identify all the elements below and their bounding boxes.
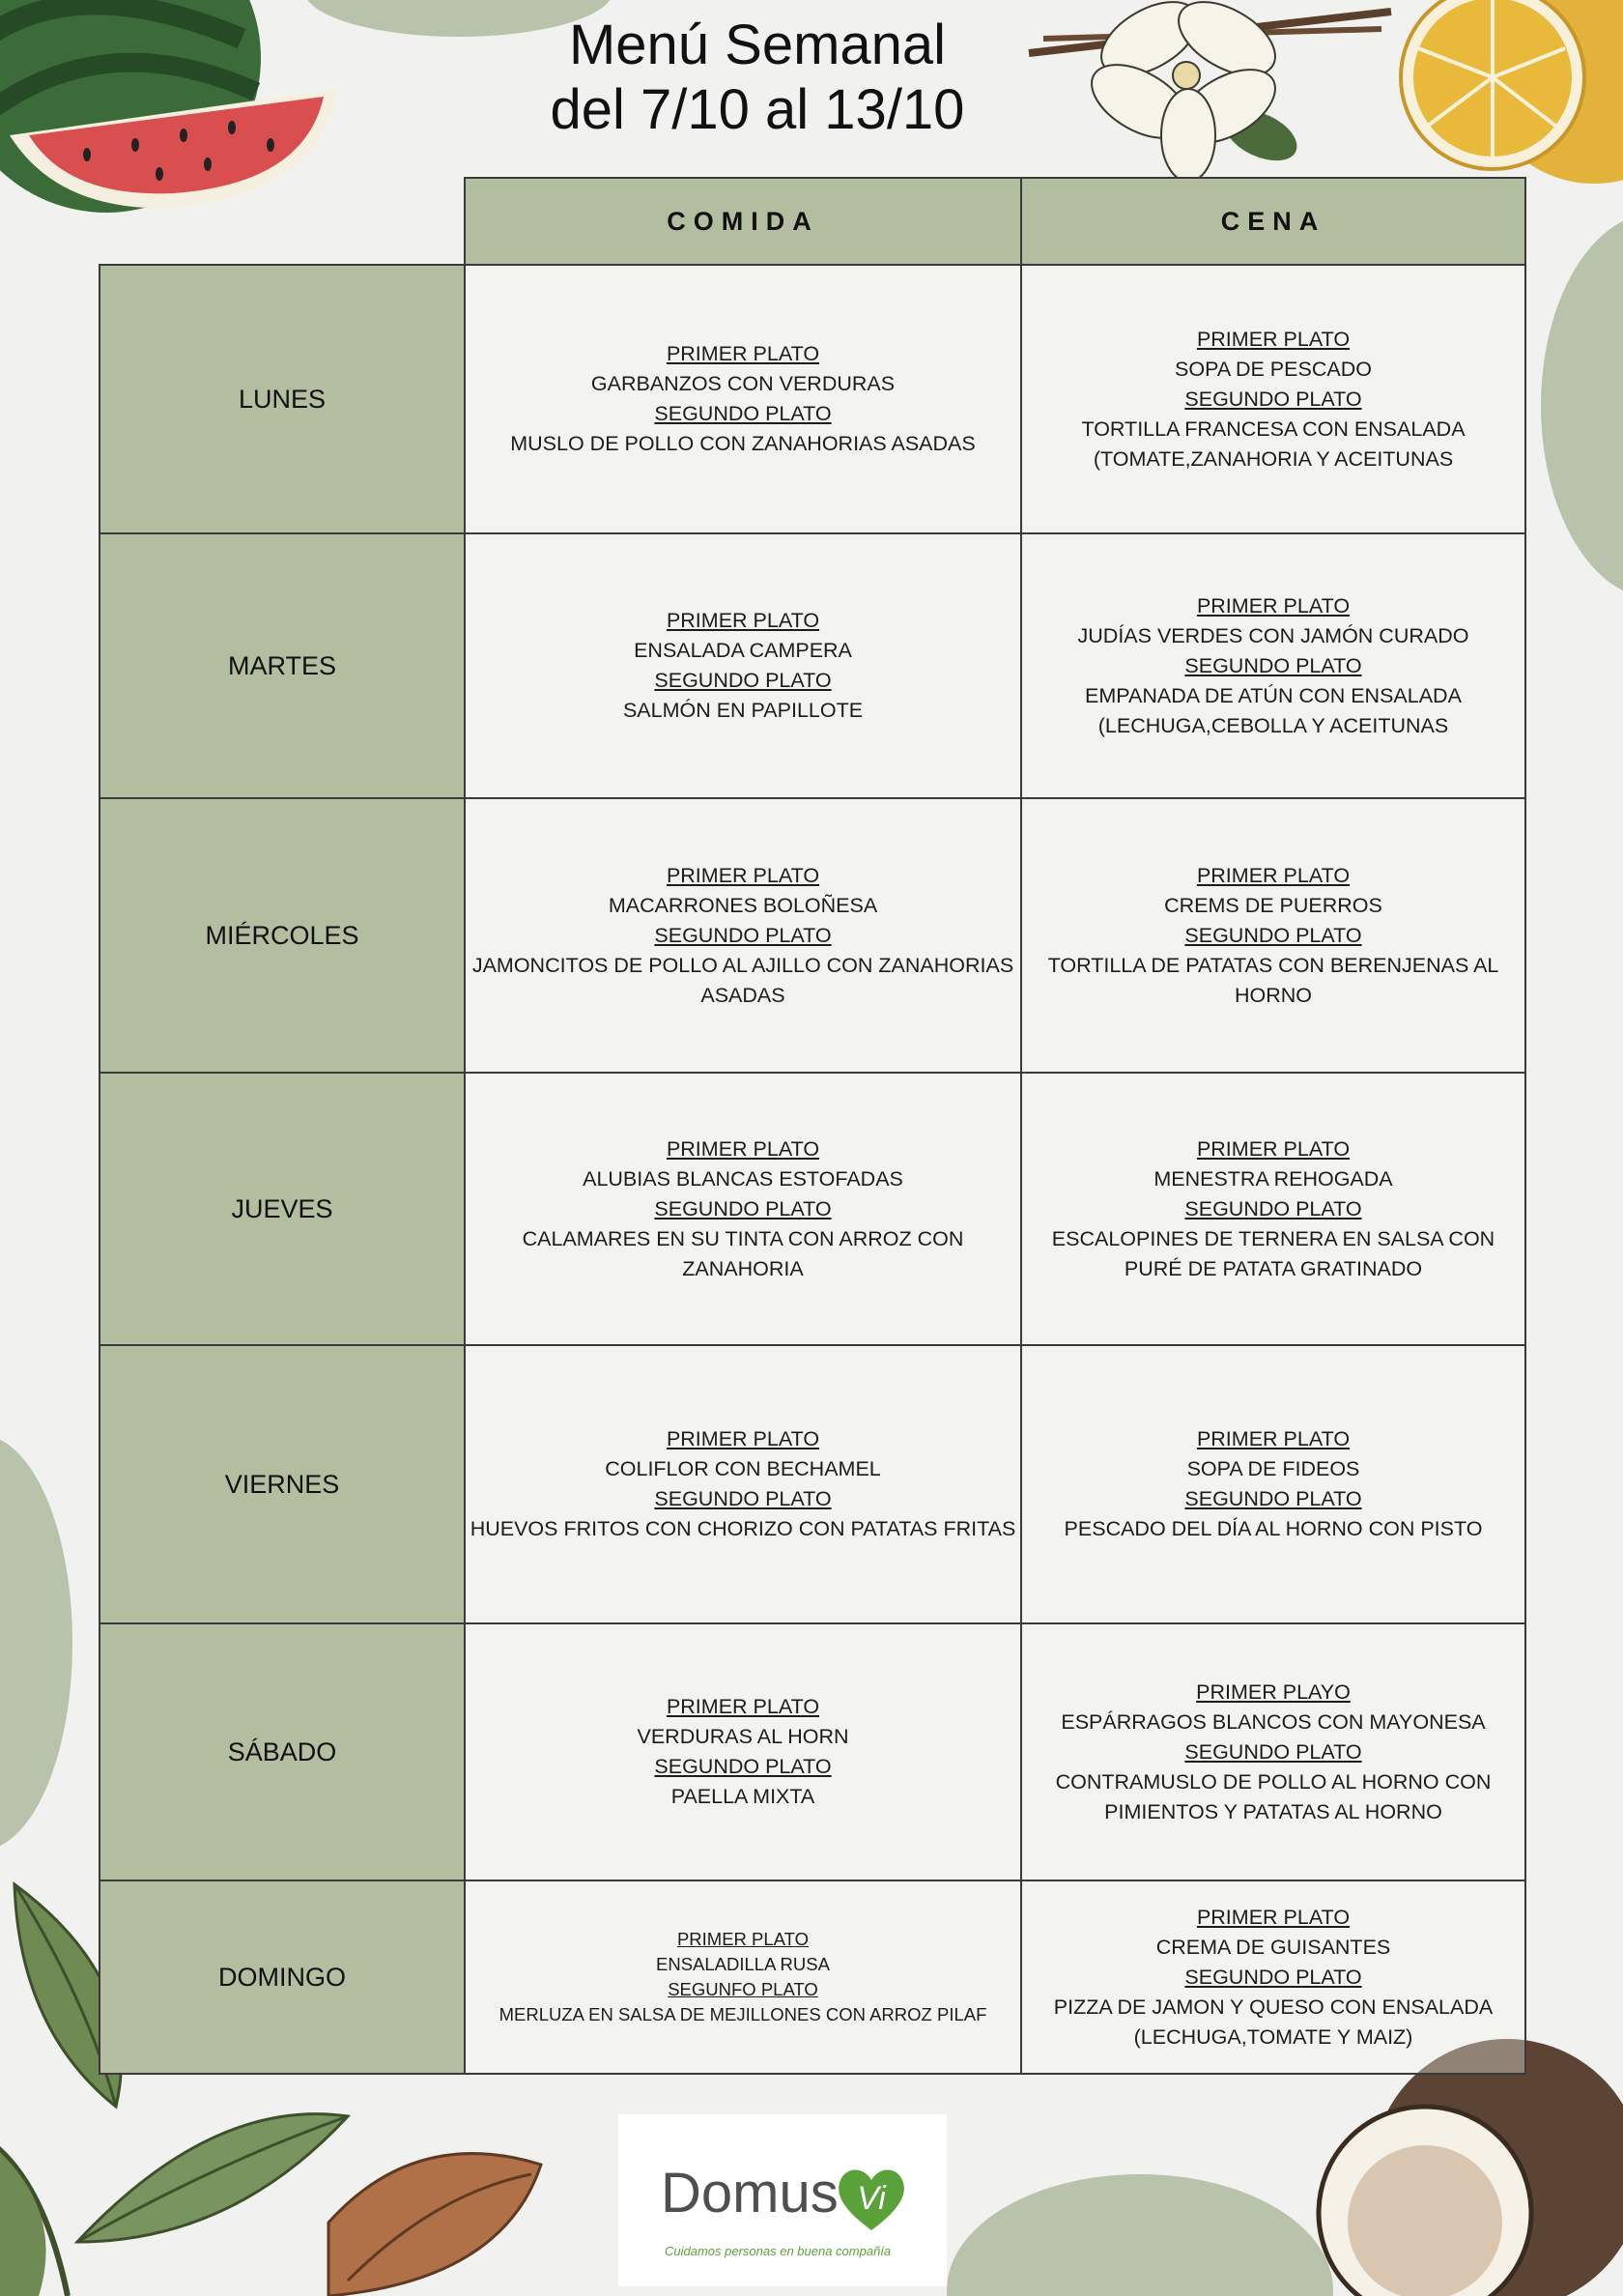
column-header-cena: CENA — [1021, 178, 1525, 265]
second-course-dish: EMPANADA DE ATÚN CON ENSALADA (LECHUGA,CEBOLLA Y ACEITUNAS — [1085, 683, 1462, 737]
domusvi-logo — [618, 2114, 947, 2286]
table-header-row — [100, 178, 1525, 265]
dinner-cell — [1021, 798, 1525, 1073]
first-course-label: PRIMER PLATO — [666, 342, 820, 365]
table-row — [100, 1623, 1525, 1880]
second-course-dish: CALAMARES EN SU TINTA CON ARROZ CON ZANAHORIA — [522, 1226, 964, 1280]
first-course-label: PRIMER PLATO — [666, 863, 820, 887]
dinner-cell — [1021, 1623, 1525, 1880]
second-course-dish: MUSLO DE POLLO CON ZANAHORIAS ASADAS — [510, 432, 976, 455]
heart-icon — [833, 2161, 910, 2238]
table-row — [100, 533, 1525, 798]
table-row — [100, 1880, 1525, 2074]
table-row — [100, 1073, 1525, 1345]
first-course-dish: MACARRONES BOLOÑESA — [608, 893, 878, 917]
first-course-label: PRIMER PLATO — [676, 1929, 810, 1949]
lunch-cell — [465, 533, 1021, 798]
lunch-cell — [465, 1623, 1021, 1880]
first-course-dish: SOPA DE PESCADO — [1175, 357, 1372, 381]
sage-blob-bottom — [947, 2174, 1333, 2296]
first-course-dish: CREMA DE GUISANTES — [1155, 1935, 1391, 1959]
empty-corner — [100, 178, 465, 265]
day-label: VIERNES — [100, 1345, 465, 1623]
logo-word: Domus — [661, 2162, 839, 2224]
sage-blob-left — [0, 1435, 72, 1851]
first-course-label: PRIMER PLATO — [666, 609, 820, 632]
first-course-label: PRIMER PLATO — [1196, 1905, 1351, 1929]
second-course-label: SEGUNDO PLATO — [1184, 1196, 1362, 1220]
second-course-dish: TORTILLA FRANCESA CON ENSALADA (TOMATE,ZANAHORIA Y ACEITUNAS — [1081, 416, 1466, 471]
first-course-dish: MENESTRA REHOGADA — [1153, 1166, 1393, 1191]
first-course-dish: VERDURAS AL HORN — [637, 1725, 849, 1748]
day-label: LUNES — [100, 265, 465, 533]
table-row — [100, 265, 1525, 533]
second-course-dish: TORTILLA DE PATATAS CON BERENJENAS AL HORNO — [1047, 953, 1499, 1007]
weekly-menu-table — [99, 177, 1526, 2075]
second-course-label: SEGUNFO PLATO — [668, 1979, 818, 1999]
sage-blob-right — [1541, 213, 1623, 599]
lunch-cell — [465, 1345, 1021, 1623]
second-course-label: SEGUNDO PLATO — [654, 669, 832, 692]
dinner-cell — [1021, 1073, 1525, 1345]
first-course-dish: ENSALADA CAMPERA — [634, 639, 852, 662]
second-course-dish: HUEVOS FRITOS CON CHORIZO CON PATATAS FRITAS — [470, 1517, 1016, 1540]
dinner-cell — [1021, 1345, 1525, 1623]
first-course-dish: ALUBIAS BLANCAS ESTOFADAS — [583, 1166, 903, 1191]
day-label: MARTES — [100, 533, 465, 798]
lunch-cell — [465, 798, 1021, 1073]
first-course-label: PRIMER PLATO — [666, 1695, 820, 1718]
first-course-label: PRIMER PLATO — [666, 1136, 820, 1161]
table-row — [100, 1345, 1525, 1623]
first-course-dish: GARBANZOS CON VERDURAS — [590, 372, 896, 395]
logo-tagline: Cuidamos personas en buena compañía — [665, 2244, 892, 2258]
first-course-dish: ESPÁRRAGOS BLANCOS CON MAYONESA — [1061, 1709, 1486, 1734]
second-course-label: SEGUNDO PLATO — [1184, 1739, 1362, 1764]
day-label: SÁBADO — [100, 1623, 465, 1880]
first-course-label: PRIMER PLATO — [1196, 593, 1351, 617]
dinner-cell — [1021, 533, 1525, 798]
first-course-label: PRIMER PLATO — [1196, 863, 1351, 887]
second-course-dish: PESCADO DEL DÍA AL HORNO CON PISTO — [1064, 1517, 1483, 1540]
second-course-label: SEGUNDO PLATO — [1184, 387, 1362, 411]
day-label: MIÉRCOLES — [100, 798, 465, 1073]
second-course-label: SEGUNDO PLATO — [654, 1755, 832, 1778]
second-course-label: SEGUNDO PLATO — [654, 1196, 832, 1220]
first-course-label: PRIMER PLATO — [1196, 1136, 1351, 1161]
lunch-cell — [465, 1880, 1021, 2074]
coconut-icon — [1319, 2039, 1623, 2296]
first-course-dish: COLIFLOR CON BECHAMEL — [605, 1457, 881, 1480]
first-course-label: PRIMER PLAYO — [1196, 1679, 1351, 1704]
first-course-label: PRIMER PLATO — [1196, 1427, 1351, 1450]
second-course-dish: CONTRAMUSLO DE POLLO AL HORNO CON PIMIENTOS Y PATATAS AL HORNO — [1055, 1769, 1492, 1823]
first-course-label: PRIMER PLATO — [1196, 327, 1351, 351]
second-course-dish: JAMONCITOS DE POLLO AL AJILLO CON ZANAHORIAS ASADAS — [471, 953, 1014, 1007]
first-course-dish: SOPA DE FIDEOS — [1186, 1457, 1360, 1480]
dinner-cell — [1021, 1880, 1525, 2074]
first-course-dish: ENSALADILLA RUSA — [656, 1954, 830, 1974]
second-course-dish: PAELLA MIXTA — [670, 1785, 815, 1808]
second-course-label: SEGUNDO PLATO — [1184, 1487, 1362, 1510]
second-course-label: SEGUNDO PLATO — [654, 923, 832, 947]
column-header-comida: COMIDA — [465, 178, 1021, 265]
second-course-dish: SALMÓN EN PAPILLOTE — [622, 699, 864, 722]
day-label: DOMINGO — [100, 1880, 465, 2074]
second-course-label: SEGUNDO PLATO — [1184, 1965, 1362, 1989]
second-course-label: SEGUNDO PLATO — [1184, 653, 1362, 677]
second-course-dish: PIZZA DE JAMON Y QUESO CON ENSALADA (LECHUGA,TOMATE Y MAIZ) — [1053, 1995, 1494, 2049]
page-title — [0, 14, 1515, 142]
second-course-label: SEGUNDO PLATO — [654, 1487, 832, 1510]
first-course-dish: JUDÍAS VERDES CON JAMÓN CURADO — [1077, 623, 1469, 647]
day-label: JUEVES — [100, 1073, 465, 1345]
first-course-label: PRIMER PLATO — [666, 1427, 820, 1450]
second-course-dish: MERLUZA EN SALSA DE MEJILLONES CON ARROZ PILAF — [498, 2004, 987, 2024]
first-course-dish: CREMS DE PUERROS — [1164, 893, 1382, 917]
title-line-2: del 7/10 al 13/10 — [550, 77, 965, 141]
dinner-cell — [1021, 265, 1525, 533]
almond-icon — [328, 2154, 541, 2296]
table-row — [100, 798, 1525, 1073]
lunch-cell — [465, 1073, 1021, 1345]
second-course-dish: ESCALOPINES DE TERNERA EN SALSA CON PURÉ DE PATATA GRATINADO — [1051, 1226, 1495, 1280]
lunch-cell — [465, 265, 1021, 533]
title-line-1: Menú Semanal — [568, 14, 947, 76]
second-course-label: SEGUNDO PLATO — [654, 402, 832, 425]
logo-heart-letter: Vi — [857, 2180, 886, 2217]
second-course-label: SEGUNDO PLATO — [1184, 923, 1362, 947]
